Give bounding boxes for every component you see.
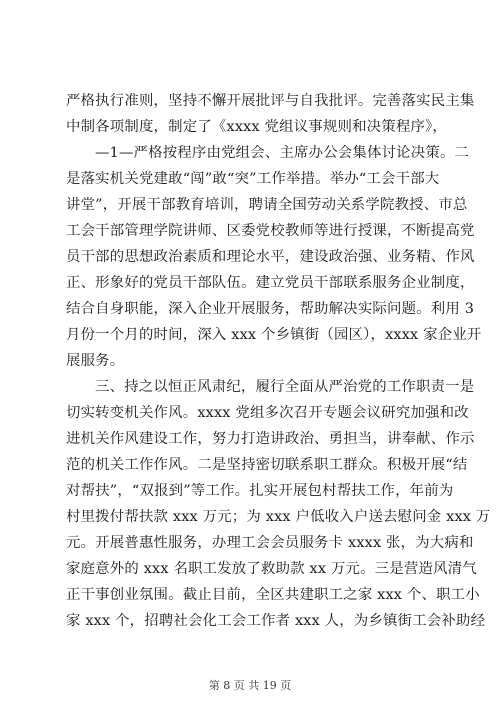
text-line: 展服务。 <box>66 353 125 369</box>
text-line: 讲堂”，开展干部教育培训，聘请全国劳动关系学院教授、市总 <box>66 197 468 213</box>
text-line: —1—严格按程序由党组会、主席办公会集体讨论决策。二 <box>95 145 470 161</box>
text-line: 结合自身职能，深入企业开展服务，帮助解决实际问题。利用 3 <box>66 301 475 317</box>
text-line: 正干事创业氛围。截止目前，全区共建职工之家 xxx 个、职工小 <box>66 587 480 603</box>
text-line: 中制各项制度，制定了《xxxx 党组议事规则和决策程序》， <box>66 119 448 135</box>
body-text <box>66 88 491 634</box>
text-line: 工会干部管理学院讲师、区委党校教师等进行授课，不断提高党 <box>66 223 475 239</box>
text-line: 对帮扶”，“双报到”等工作。扎实开展包村帮扶工作，年前为 <box>66 483 454 499</box>
text-line: 村里拨付帮扶款 xxx 万元；为 xxx 户低收入户送去慰问金 xxx 万 <box>66 509 491 525</box>
page-footer: 第 8 页 共 19 页 <box>208 679 292 692</box>
text-line: 员干部的思想政治素质和理论水平，建设政治强、业务精、作风 <box>66 249 475 265</box>
text-line: 元。开展普惠性服务，办理工会会员服务卡 xxxx 张，为大病和 <box>66 535 474 551</box>
text-line: 月份一个月的时间，深入 xxx 个乡镇街（园区），xxxx 家企业开 <box>66 327 482 343</box>
text-line: 严格执行准则，坚持不懈开展批评与自我批评。完善落实民主集 <box>66 93 475 109</box>
text-line: 是落实机关党建敢“闯”敢“突”工作举措。举办“工会干部大 <box>66 171 440 187</box>
text-line: 家 xxx 个，招聘社会化工会工作者 xxx 人，为乡镇街工会补助经 <box>66 613 486 629</box>
text-line: 范的机关工作作风。二是坚持密切联系职工群众。积极开展“结 <box>66 457 468 473</box>
text-line: 家庭意外的 xxx 名职工发放了救助款 xx 万元。三是营造风清气 <box>66 561 477 577</box>
text-line: 切实转变机关作风。xxxx 党组多次召开专题会议研究加强和改 <box>66 405 469 421</box>
text-line: 正、形象好的党员干部队伍。建立党员干部联系服务企业制度， <box>66 275 475 291</box>
text-line: 三、持之以恒正风肃纪，履行全面从严治党的工作职责一是 <box>95 379 475 395</box>
text-line: 进机关作风建设工作，努力打造讲政治、勇担当，讲奉献、作示 <box>66 431 475 447</box>
